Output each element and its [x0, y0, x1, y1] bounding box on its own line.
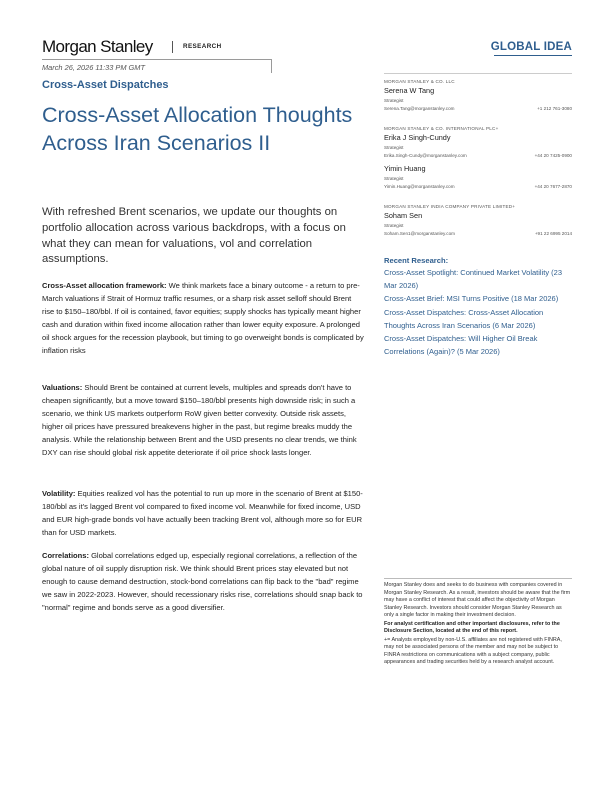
disclosure-rule: [384, 578, 572, 579]
paragraph-text: Should Brent be contained at current levels, multiples and spreads don't have to cheapen significantly, but a move toward $150–180/bbl presents high downside risk; in such a scenario, we think US markets outperform RoW given better convexity. Outside risk assets, higher oil prices have pressured breakevens higher in the past, but regime breaks muddy the analysis. While the relationship between Brent and the USD presents no clear trends, we think DXY can rise should global risk appetite deteriorate if oil price shock lasts longer.: [42, 383, 357, 458]
research-label: RESEARCH: [183, 43, 222, 50]
analyst-name: Yimin Huang: [384, 164, 426, 173]
paragraph-lead: Correlations:: [42, 551, 89, 560]
analyst-group: [384, 126, 572, 189]
analyst-phone: +1 212 761-3080: [537, 106, 572, 111]
recent-research-link[interactable]: Cross-Asset Brief: MSI Turns Positive (18 Mar 2026): [384, 294, 559, 304]
paragraph-text: Global correlations edged up, especially regional correlations, a reflection of the global nature of oil supply disruption risk. We think should Brent prices stay elevated but not enough to cause demand destruction, stock-bond correlations can flip back to the "bad" regime we saw in 2022-2023. However, should recessionary risks rise, correlations should snap back to "normal" regime and bonds serve as a good diversifier.: [42, 551, 363, 613]
header-rule: [42, 59, 272, 60]
disclosure-finra-text: += Analysts employed by non-U.S. affiliates are not registered with FINRA, may not be associated persons of the member and may not be subject to FINRA restrictions on communications with a subject company, public appearances and trading securities held by a research analyst account.: [384, 636, 562, 665]
disclosure-block: [384, 582, 572, 667]
paragraph-allocation-framework: [42, 279, 364, 358]
report-title: Cross-Asset Allocation Thoughts Across Iran Scenarios II: [42, 103, 353, 155]
analyst-role: Strategist: [384, 98, 404, 103]
analyst-email[interactable]: Yimin.Huang@morganstanley.com: [384, 184, 455, 189]
analyst-email[interactable]: Soham.Sen1@morganstanley.com: [384, 231, 455, 236]
recent-research-link[interactable]: Cross-Asset Spotlight: Continued Market Volatility (23 Mar 2026): [384, 268, 562, 291]
global-idea-tag: GLOBAL IDEA: [490, 41, 572, 53]
paragraph-volatility: [42, 487, 364, 539]
analyst-firm: MORGAN STANLEY & CO. INTERNATIONAL PLC+: [384, 126, 499, 131]
analyst-phone: +44 20 7677-2870: [534, 184, 572, 189]
report-lede: With refreshed Brent scenarios, we update our thoughts on portfolio allocation across various backdrops, with a focus on what they can mean for valuations, vol and correlation assumptions.: [42, 206, 346, 266]
analyst-email[interactable]: Serena.Tang@morganstanley.com: [384, 106, 455, 111]
publish-date: March 26, 2026 11:33 PM GMT: [42, 63, 145, 72]
analyst-contact: [384, 231, 572, 236]
analyst-group: [384, 79, 572, 111]
analyst-contact: [384, 184, 572, 189]
analyst-email[interactable]: Erika.Singh-Cundy@morganstanley.com: [384, 153, 467, 158]
paragraph-text: We think markets face a binary outcome - a return to pre-March valuations if Strait of Hormuz traffic resumes, or a sharp risk asset selloff should Brent rise to $150–180/bbl. If oil is contained, favor equities; supply shocks has typically meant higher cash and duration within fixed income allocation rather than lower equity exposure. A prolonged oil shock argues for the recession playbook, but timing to go overweight bonds is complicated by inflation risks: [42, 281, 364, 356]
analyst-group: [384, 204, 572, 236]
recent-research-link[interactable]: Cross-Asset Dispatches: Will Higher Oil Break Correlations (Again)? (5 Mar 2026): [384, 334, 538, 357]
recent-research-link[interactable]: Cross-Asset Dispatches: Cross-Asset Allocation Thoughts Across Iran Scenarios (6 Mar 2026): [384, 307, 544, 330]
analyst-role: Strategist: [384, 145, 404, 150]
paragraph-valuations: [42, 381, 364, 460]
analyst-name: Serena W Tang: [384, 86, 435, 95]
analyst-firm: MORGAN STANLEY INDIA COMPANY PRIVATE LIMITED+: [384, 204, 516, 209]
analyst-role: Strategist: [384, 176, 404, 181]
analyst-name: Soham Sen: [384, 211, 423, 220]
analyst-phone: +44 20 7425-0900: [534, 153, 572, 158]
paragraph-lead: Cross-Asset allocation framework:: [42, 281, 167, 290]
paragraph-lead: Volatility:: [42, 489, 76, 498]
analyst-block-rule: [384, 73, 572, 74]
analyst-contact: [384, 106, 572, 111]
tag-underline: [494, 55, 572, 56]
header-separator: [172, 41, 173, 53]
recent-research-heading: Recent Research:: [384, 256, 449, 265]
report-header: [42, 37, 572, 57]
paragraph-correlations: [42, 549, 364, 614]
analyst-phone: +91 22 6995 2014: [534, 231, 572, 236]
analyst-firm: MORGAN STANLEY & CO. LLC: [384, 79, 455, 84]
analyst-contact: [384, 153, 572, 158]
paragraph-lead: Valuations:: [42, 383, 83, 392]
paragraph-text: Equities realized vol has the potential to run up more in the scenario of Brent at $150-180/bbl as it's lagged Brent vol compared to fixed income vol. Meanwhile for fixed income, USD and EUR high-grade bonds vol have actually been tracking Brent vol, although more so for EUR than for USD markets.: [42, 489, 363, 538]
disclosure-conflict-text: Morgan Stanley does and seeks to do business with companies covered in Morgan Stanley Research. As a result, investors should be aware that the firm may have a conflict of interest that could affect the objectivity of Morgan Stanley Research. Investors should consider Morgan Stanley Research as only a single factor in making their investment decision.: [384, 582, 571, 618]
series-name: Cross-Asset Dispatches: [42, 79, 169, 91]
morgan-stanley-logo: Morgan Stanley: [42, 37, 153, 56]
analyst-name: Erika J Singh-Cundy: [384, 133, 451, 142]
analyst-role: Strategist: [384, 223, 404, 228]
disclosure-certification-text: For analyst certification and other important disclosures, refer to the Disclosure Section, located at the end of this report.: [384, 620, 560, 634]
header-vertical-rule: [271, 59, 272, 73]
recent-research-list: [384, 266, 572, 358]
